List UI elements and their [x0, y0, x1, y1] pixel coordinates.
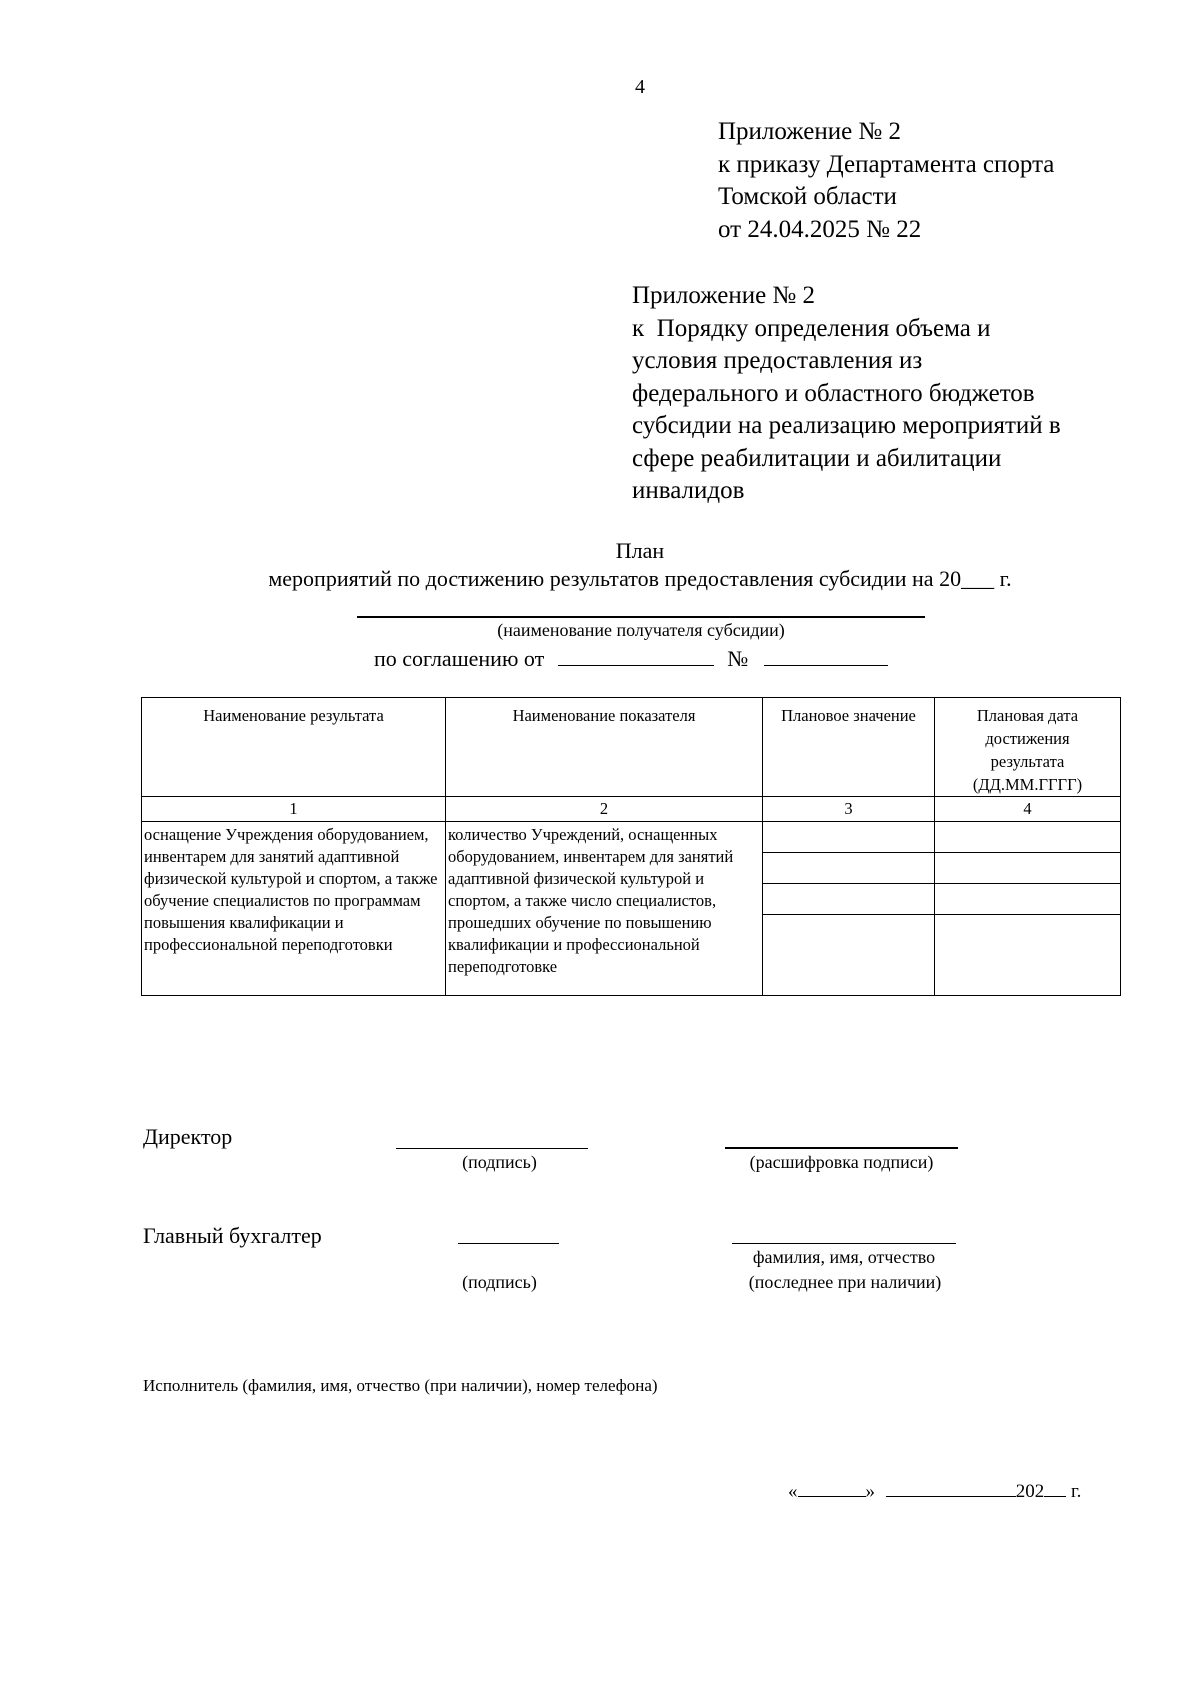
- plan-title: План: [615, 538, 665, 563]
- annex-line: к Порядку определения объема и: [632, 314, 991, 342]
- recipient-name-line: [357, 616, 925, 618]
- header-planned-value: Плановое значение: [763, 698, 935, 797]
- planned-value-cell: [763, 853, 935, 884]
- result-cell: оснащение Учреждения оборудованием, инвентарем для занятий адаптивной физической культурой и спортом, а также обучение специалистов по программам повышения квалификации и профессиональной переподготовки: [142, 822, 446, 996]
- planned-date-cell: [935, 915, 1121, 996]
- date-close-quote: »: [865, 1481, 875, 1502]
- annex-line: федерального и областного бюджетов: [632, 379, 1035, 407]
- agreement-number-sign: №: [727, 646, 749, 671]
- annex-line: Томской области: [718, 183, 897, 210]
- director-signature-caption: (подпись): [462, 1152, 537, 1172]
- date-year-prefix: 202: [1015, 1481, 1045, 1502]
- accountant-signature-line: [458, 1243, 559, 1244]
- column-number: 1: [142, 797, 446, 822]
- director-name-caption: (расшифровка подписи): [749, 1152, 934, 1172]
- planned-date-cell: [935, 884, 1121, 915]
- column-number: 3: [763, 797, 935, 822]
- header-planned-date: Плановая дата достижения результата (ДД.ММ.ГГГГ): [935, 698, 1121, 797]
- agreement-date-blank: [558, 645, 714, 666]
- header-indicator: Наименование показателя: [446, 698, 763, 797]
- accountant-name-caption-note: (последнее при наличии): [748, 1272, 942, 1292]
- executor-line: Исполнитель (фамилия, имя, отчество (при наличии), номер телефона): [143, 1376, 658, 1395]
- accountant-name-line: [732, 1243, 956, 1244]
- column-number: 2: [446, 797, 763, 822]
- director-name-line: [725, 1147, 958, 1149]
- planned-date-cell: [935, 822, 1121, 853]
- planned-value-cell: [763, 915, 935, 996]
- table-header-row: [142, 698, 1121, 797]
- recipient-caption: (наименование получателя субсидии): [497, 620, 785, 640]
- column-number: 4: [935, 797, 1121, 822]
- annex-line: инвалидов: [632, 477, 745, 504]
- date-year-suffix: г.: [1071, 1481, 1082, 1502]
- planned-value-cell: [763, 884, 935, 915]
- director-label: Директор: [143, 1124, 233, 1149]
- accountant-label: Главный бухгалтер: [143, 1223, 322, 1248]
- annex-line: Приложение № 2: [718, 118, 902, 145]
- annex-header-order: [718, 116, 1178, 246]
- director-signature-line: [396, 1148, 588, 1149]
- annex-line: Приложение № 2: [632, 282, 816, 309]
- annex-header-procedure: [632, 280, 1152, 508]
- annex-line: к приказу Департамента спорта: [718, 150, 1055, 178]
- accountant-name-caption: фамилия, имя, отчество: [752, 1247, 936, 1267]
- date-month-blank: [886, 1478, 1016, 1497]
- planned-value-cell: [763, 822, 935, 853]
- table-column-number-row: [142, 797, 1121, 822]
- agreement-row: [374, 645, 888, 672]
- table-row: [142, 822, 1121, 853]
- date-open-quote: «: [788, 1481, 798, 1502]
- header-result: Наименование результата: [142, 698, 446, 797]
- indicator-cell: количество Учреждений, оснащенных оборудованием, инвентарем для занятий адаптивной физической культурой и спортом, а также число специалистов, прошедших обучение по повышению квалификации и профессиональной переподготовке: [446, 822, 763, 996]
- agreement-prefix: по соглашению от: [374, 646, 545, 671]
- annex-line: условия предоставления из: [632, 347, 923, 374]
- date-line: [788, 1478, 1081, 1503]
- date-year-blank: [1044, 1478, 1066, 1497]
- date-day-blank: [798, 1478, 866, 1497]
- planned-date-cell: [935, 853, 1121, 884]
- annex-line: сфере реабилитации и абилитации: [632, 444, 1002, 472]
- agreement-number-blank: [764, 645, 888, 666]
- accountant-signature-caption: (подпись): [462, 1272, 537, 1292]
- annex-line: субсидии на реализацию мероприятий в: [632, 412, 1061, 439]
- annex-line: от 24.04.2025 № 22: [718, 215, 922, 243]
- plan-table: [141, 697, 1121, 996]
- plan-subtitle: мероприятий по достижению результатов предоставления субсидии на 20___ г.: [268, 566, 1012, 591]
- page-number: 4: [635, 76, 645, 98]
